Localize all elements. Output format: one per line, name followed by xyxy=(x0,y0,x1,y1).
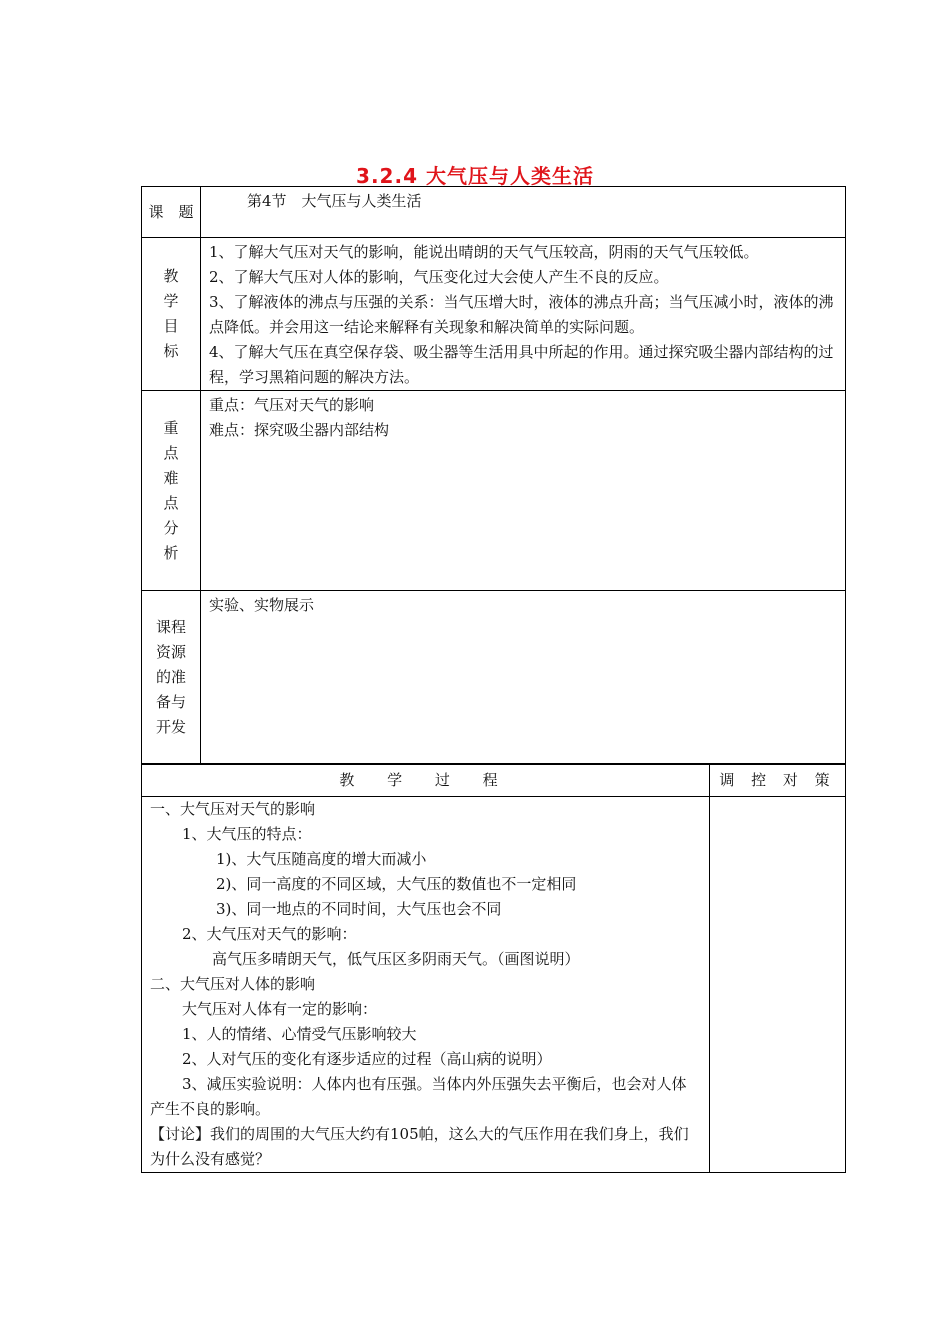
key-points-label-char: 分 xyxy=(163,518,179,537)
process-line: 3)、同一地点的不同时间，大气压也会不同 xyxy=(216,900,502,918)
key-points-content xyxy=(201,391,846,591)
key-points-label-char: 点 xyxy=(163,443,179,462)
process-body-row xyxy=(142,797,846,1173)
process-line: 1)、大气压随高度的增大而减小 xyxy=(216,850,427,868)
lesson-info-table xyxy=(141,186,846,765)
goal-item: 3、了解液体的沸点与压强的关系：当气压增大时，液体的沸点升高；当气压减小时，液体的沸点降低。并会用这一结论来解释有关现象和解决简单的实际问题。 xyxy=(209,293,834,336)
resources-label-line: 资源 xyxy=(155,643,186,661)
strategy-header: 调 控 对 策 xyxy=(710,764,846,797)
process-line: 高气压多晴朗天气，低气压区多阴雨天气。（画图说明） xyxy=(212,950,580,968)
key-points-label-char: 析 xyxy=(163,543,179,562)
goals-label-char: 学 xyxy=(163,292,179,310)
process-line: 二、大气压对人体的影响 xyxy=(150,975,316,993)
resources-label-line: 开发 xyxy=(155,718,186,736)
topic-label-text: 课 题 xyxy=(148,202,194,221)
resources-label-line: 课程 xyxy=(155,618,186,636)
goals-label-char: 目 xyxy=(163,317,179,335)
topic-content-text: 第4节 大气压与人类生活 xyxy=(247,192,422,210)
goals-label-char: 教 xyxy=(163,267,179,285)
process-line: 1、大气压的特点： xyxy=(182,825,312,843)
resources-row xyxy=(142,591,846,765)
resources-label-line: 的准 xyxy=(155,668,186,686)
process-line: 一、大气压对天气的影响 xyxy=(150,800,316,818)
document-title: 3.2.4 大气压与人类生活 xyxy=(356,164,594,188)
goal-item: 1、了解大气压对天气的影响，能说出晴朗的天气气压较高，阴雨的天气气压较低。 xyxy=(209,243,759,261)
process-line: 1、人的情绪、心情受气压影响较大 xyxy=(182,1025,417,1043)
resources-content xyxy=(201,591,846,765)
process-content xyxy=(142,797,710,1173)
goals-row xyxy=(142,238,846,391)
topic-row xyxy=(142,187,846,238)
resources-text: 实验、实物展示 xyxy=(209,596,315,614)
goal-item: 2、了解大气压对人体的影响，气压变化过大会使人产生不良的反应。 xyxy=(209,268,669,286)
key-points-row xyxy=(142,391,846,591)
process-line: 2、人对气压的变化有逐步适应的过程（高山病的说明） xyxy=(182,1050,552,1068)
process-line: 3、减压实验说明：人体内也有压强。当体内外压强失去平衡后，也会对人体产生不良的影响。 xyxy=(150,1075,687,1118)
key-points-label-char: 重 xyxy=(163,418,179,437)
teaching-process-table xyxy=(141,763,846,1173)
process-header: 教 学 过 程 xyxy=(142,764,710,797)
process-header-row xyxy=(142,764,846,797)
key-points-label xyxy=(142,391,201,591)
process-line: 大气压对人体有一定的影响： xyxy=(182,1000,378,1018)
topic-label xyxy=(142,187,201,238)
goals-label-char: 标 xyxy=(163,342,179,360)
key-points-label-char: 点 xyxy=(163,493,179,512)
process-line: 【讨论】我们的周围的大气压大约有105帕，这么大的气压作用在我们身上，我们为什么没有感觉？ xyxy=(150,1125,689,1168)
resources-label xyxy=(142,591,201,765)
strategy-content xyxy=(710,797,846,1173)
goals-label xyxy=(142,238,201,391)
key-points-label-char: 难 xyxy=(163,468,179,487)
resources-label-line: 备与 xyxy=(155,693,186,711)
process-line: 2)、同一高度的不同区域，大气压的数值也不一定相同 xyxy=(216,875,577,893)
process-line: 2、大气压对天气的影响： xyxy=(182,925,357,943)
key-point-text: 重点：气压对天气的影响 xyxy=(209,396,375,414)
topic-content xyxy=(201,187,846,238)
difficult-point-text: 难点：探究吸尘器内部结构 xyxy=(209,421,390,439)
goals-content xyxy=(201,238,846,391)
goal-item: 4、了解大气压在真空保存袋、吸尘器等生活用具中所起的作用。通过探究吸尘器内部结构的过程，学习黑箱问题的解决方法。 xyxy=(209,343,834,386)
